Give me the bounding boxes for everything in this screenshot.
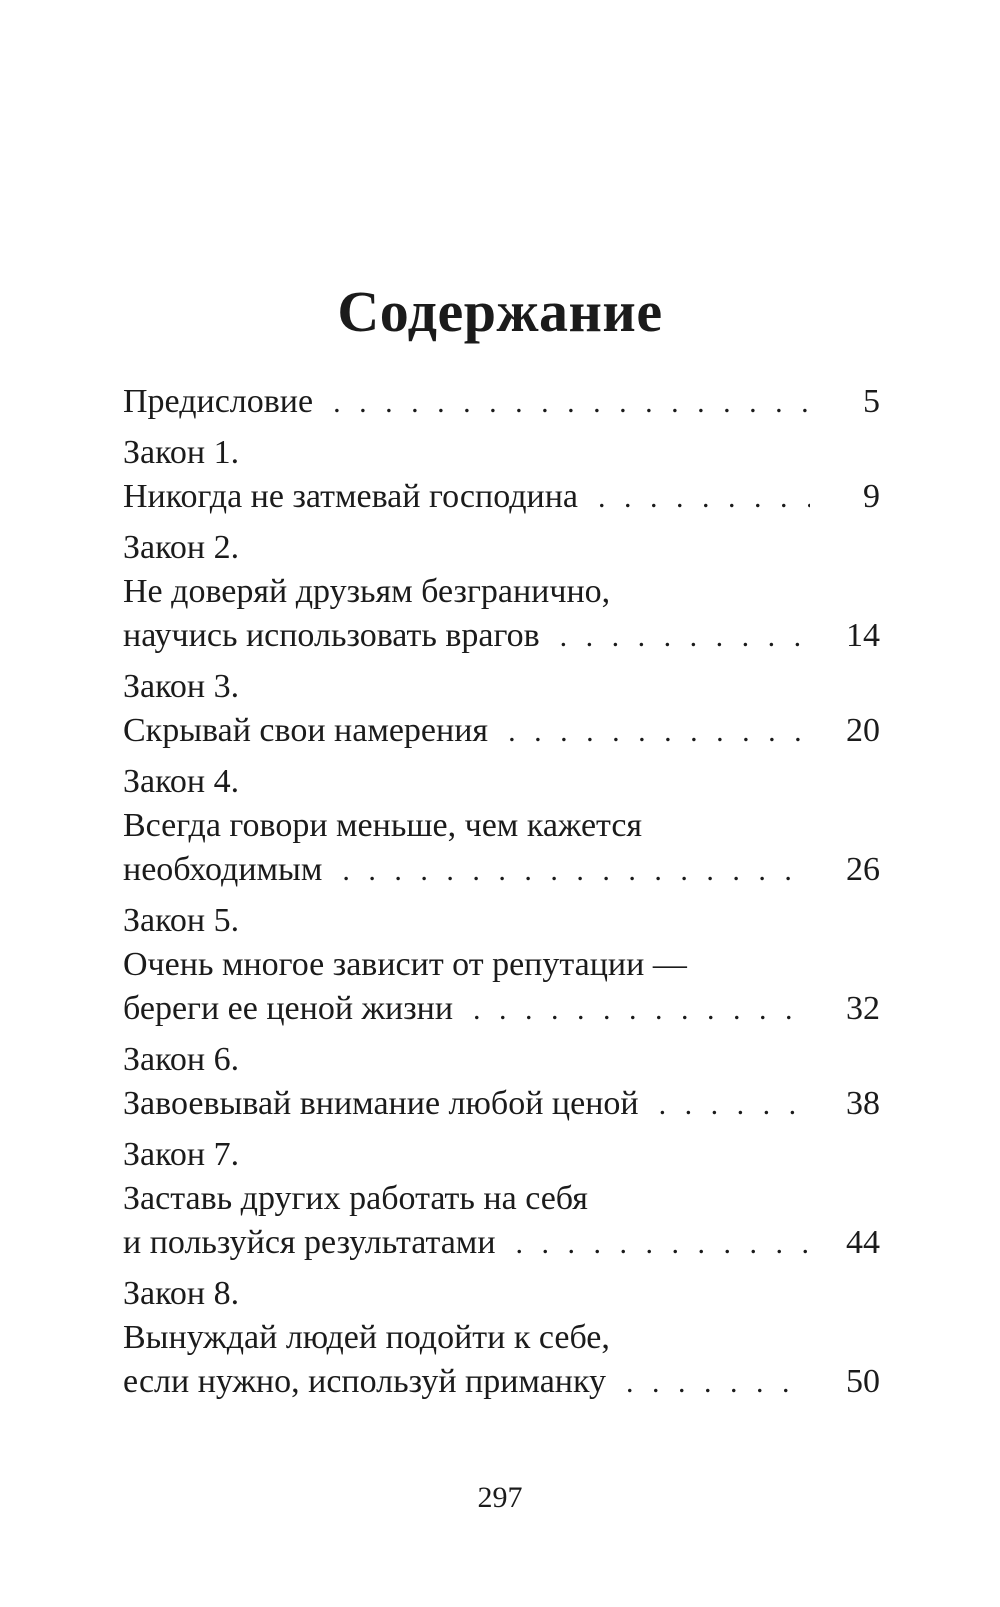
toc-entry-line bbox=[123, 614, 880, 659]
dot-leader bbox=[626, 1361, 810, 1405]
toc-entry-law-6 bbox=[123, 1038, 880, 1127]
toc-entry-title: научись использовать врагов bbox=[123, 617, 540, 654]
toc-law-number: Закон 5. bbox=[123, 902, 240, 939]
toc-entry-title-line: Вынуждай людей подойти к себе, bbox=[123, 1319, 610, 1356]
toc-page-number: 38 bbox=[846, 1085, 880, 1122]
toc-entry-line bbox=[123, 1360, 880, 1405]
toc-entry-line bbox=[123, 475, 880, 520]
toc-entry-law-2 bbox=[123, 526, 880, 659]
page-number: 297 bbox=[477, 1481, 523, 1514]
toc-entry-law-8 bbox=[123, 1272, 880, 1405]
toc-entry-title: Предисловие bbox=[123, 383, 314, 420]
toc-law-number: Закон 8. bbox=[123, 1275, 240, 1312]
dot-leader bbox=[598, 476, 810, 520]
dot-leader bbox=[473, 988, 810, 1032]
toc-entry-title-line: Всегда говори меньше, чем кажется bbox=[123, 807, 643, 844]
dot-leader bbox=[659, 1083, 810, 1127]
toc-page-number: 26 bbox=[846, 851, 880, 888]
toc-entry-line bbox=[123, 1082, 880, 1127]
toc-entry-title: и пользуйся результатами bbox=[123, 1224, 496, 1261]
toc-entry-title: береги ее ценой жизни bbox=[123, 990, 454, 1027]
toc-page-number: 50 bbox=[846, 1363, 880, 1400]
toc-law-number: Закон 1. bbox=[123, 434, 240, 471]
dot-leader bbox=[333, 381, 810, 425]
page-title: Содержание bbox=[337, 278, 663, 344]
dot-leader bbox=[560, 615, 810, 659]
toc-entry-preface bbox=[123, 380, 880, 425]
toc-entry-title: если нужно, используй приманку bbox=[123, 1363, 607, 1400]
toc-entry-title-line: Не доверяй друзьям безгранично, bbox=[123, 573, 611, 610]
dot-leader bbox=[342, 849, 810, 893]
toc-page-number: 32 bbox=[846, 990, 880, 1027]
toc-entry-law-4 bbox=[123, 760, 880, 893]
dot-leader bbox=[508, 710, 810, 754]
toc-entry-law-5 bbox=[123, 899, 880, 1032]
toc-law-number: Закон 4. bbox=[123, 763, 240, 800]
toc-law-number: Закон 7. bbox=[123, 1136, 240, 1173]
dot-leader bbox=[516, 1222, 810, 1266]
toc-entry-title-line: Заставь других работать на себя bbox=[123, 1180, 588, 1217]
toc-entry-title-line: Очень многое зависит от репутации — bbox=[123, 946, 687, 983]
toc-entry-line bbox=[123, 380, 880, 425]
toc-page-number: 5 bbox=[863, 383, 880, 420]
toc-page-number: 14 bbox=[846, 617, 880, 654]
toc-page-number: 9 bbox=[863, 478, 880, 515]
toc-entry-line bbox=[123, 987, 880, 1032]
toc-entry-law-3 bbox=[123, 665, 880, 754]
toc-law-number: Закон 3. bbox=[123, 668, 240, 705]
toc-page-number: 44 bbox=[846, 1224, 880, 1261]
toc-law-number: Закон 2. bbox=[123, 529, 240, 566]
table-of-contents bbox=[123, 380, 880, 1405]
toc-entry-line bbox=[123, 1221, 880, 1266]
toc-entry-title: Скрывай свои намерения bbox=[123, 712, 489, 749]
toc-page-number: 20 bbox=[846, 712, 880, 749]
toc-entry-title: Никогда не затмевай господина bbox=[123, 478, 578, 515]
toc-entry-title: необходимым bbox=[123, 851, 323, 888]
toc-entry-line bbox=[123, 709, 880, 754]
toc-law-number: Закон 6. bbox=[123, 1041, 240, 1078]
toc-entry-law-1 bbox=[123, 431, 880, 520]
toc-entry-title: Завоевывай внимание любой ценой bbox=[123, 1085, 639, 1122]
toc-entry-line bbox=[123, 848, 880, 893]
toc-entry-law-7 bbox=[123, 1133, 880, 1266]
